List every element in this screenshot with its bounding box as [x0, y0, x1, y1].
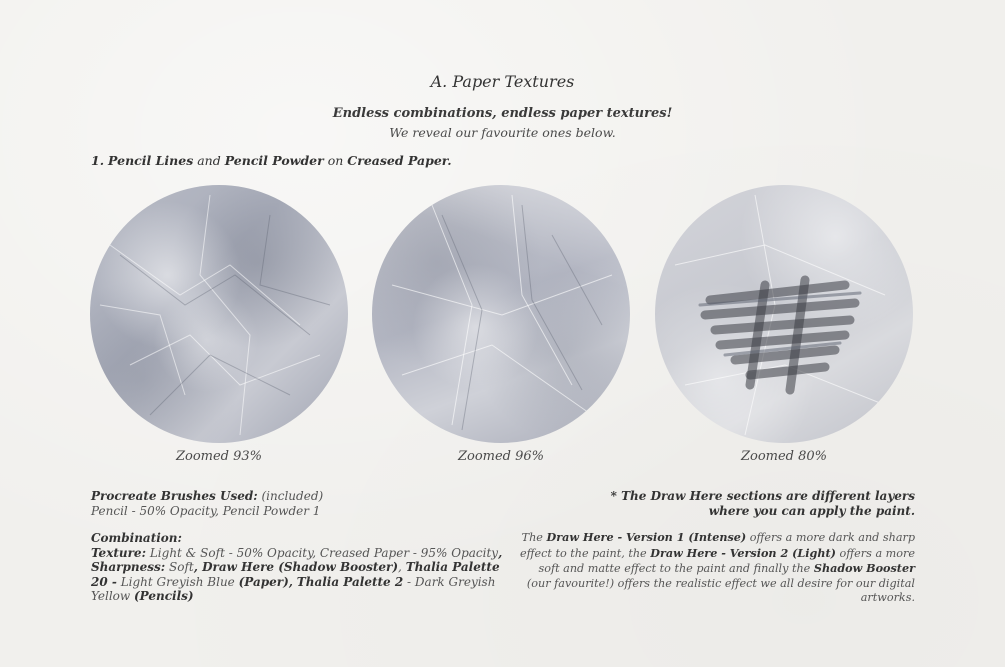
paper-label: (Paper),	[238, 574, 293, 589]
tagline: Endless combinations, endless paper textures!	[332, 106, 673, 121]
note-line-2: where you can apply the paint.	[708, 503, 915, 518]
brushes-label: Procreate Brushes Used:	[91, 489, 258, 503]
brushes-list: Pencil - 50% Opacity, Pencil Powder 1	[91, 503, 321, 518]
subtitle: We reveal our favourite ones below.	[389, 125, 616, 140]
section-term-creased-paper: Creased Paper.	[347, 153, 452, 168]
desc-version-2: Draw Here - Version 2 (Light)	[650, 545, 836, 560]
crease-lines	[372, 185, 630, 443]
palette-20-value: Light Greyish Blue	[120, 574, 235, 589]
sharpness-label: Sharpness:	[91, 560, 166, 574]
draw-here-description	[515, 530, 915, 606]
desc-version-1: Draw Here - Version 1 (Intense)	[546, 530, 747, 544]
desc-text-1: The	[521, 531, 547, 544]
texture-sample-1	[90, 185, 348, 443]
section-number: 1.	[91, 153, 105, 168]
note-line-1: * The Draw Here sections are different layers	[610, 489, 915, 503]
separator: ,	[398, 560, 406, 574]
section-term-pencil-lines: Pencil Lines	[108, 153, 194, 168]
section-word-and: and	[197, 153, 221, 168]
brushes-note: (included)	[261, 489, 324, 503]
draw-here-note	[535, 489, 915, 518]
pencils-label: (Pencils)	[133, 589, 194, 603]
combination	[91, 531, 511, 604]
crease-lines	[655, 185, 913, 443]
page-title: A. Paper Textures	[430, 72, 575, 91]
sharpness-value: Soft	[169, 560, 194, 574]
sample-caption-1: Zoomed 93%	[175, 449, 263, 464]
combination-heading: Combination:	[91, 531, 182, 545]
desc-shadow-booster: Shadow Booster	[813, 561, 915, 575]
texture-value: Light & Soft - 50% Opacity, Creased Paper - 95% Opacity	[149, 545, 499, 560]
section-term-pencil-powder: Pencil Powder	[224, 153, 324, 168]
desc-text-2: offers a more dark and sharp effect to the paint, the	[519, 531, 915, 560]
section-word-on: on	[327, 153, 344, 168]
section-heading	[91, 153, 452, 168]
sample-caption-3: Zoomed 80%	[740, 449, 828, 464]
sample-caption-2: Zoomed 96%	[457, 449, 545, 464]
texture-sample-3	[655, 185, 913, 443]
texture-comma: ,	[498, 545, 503, 560]
brushes-used	[91, 489, 511, 518]
palette-20-label: Thalia Palette 20 -	[91, 560, 500, 589]
palette-2-label: Thalia Palette 2	[296, 574, 404, 589]
crease-lines	[90, 185, 348, 443]
desc-text-4: (our favourite!) offers the realistic effect we all desire for our digital artworks.	[526, 576, 915, 604]
texture-sample-2	[372, 185, 630, 443]
texture-label: Texture:	[91, 545, 146, 560]
desc-text-3: offers a more soft and matte effect to the paint and finally the	[538, 546, 915, 575]
palette-2-value: - Dark Greyish Yellow	[91, 574, 496, 603]
draw-here-shadow-booster: , Draw Here (Shadow Booster)	[193, 560, 399, 574]
